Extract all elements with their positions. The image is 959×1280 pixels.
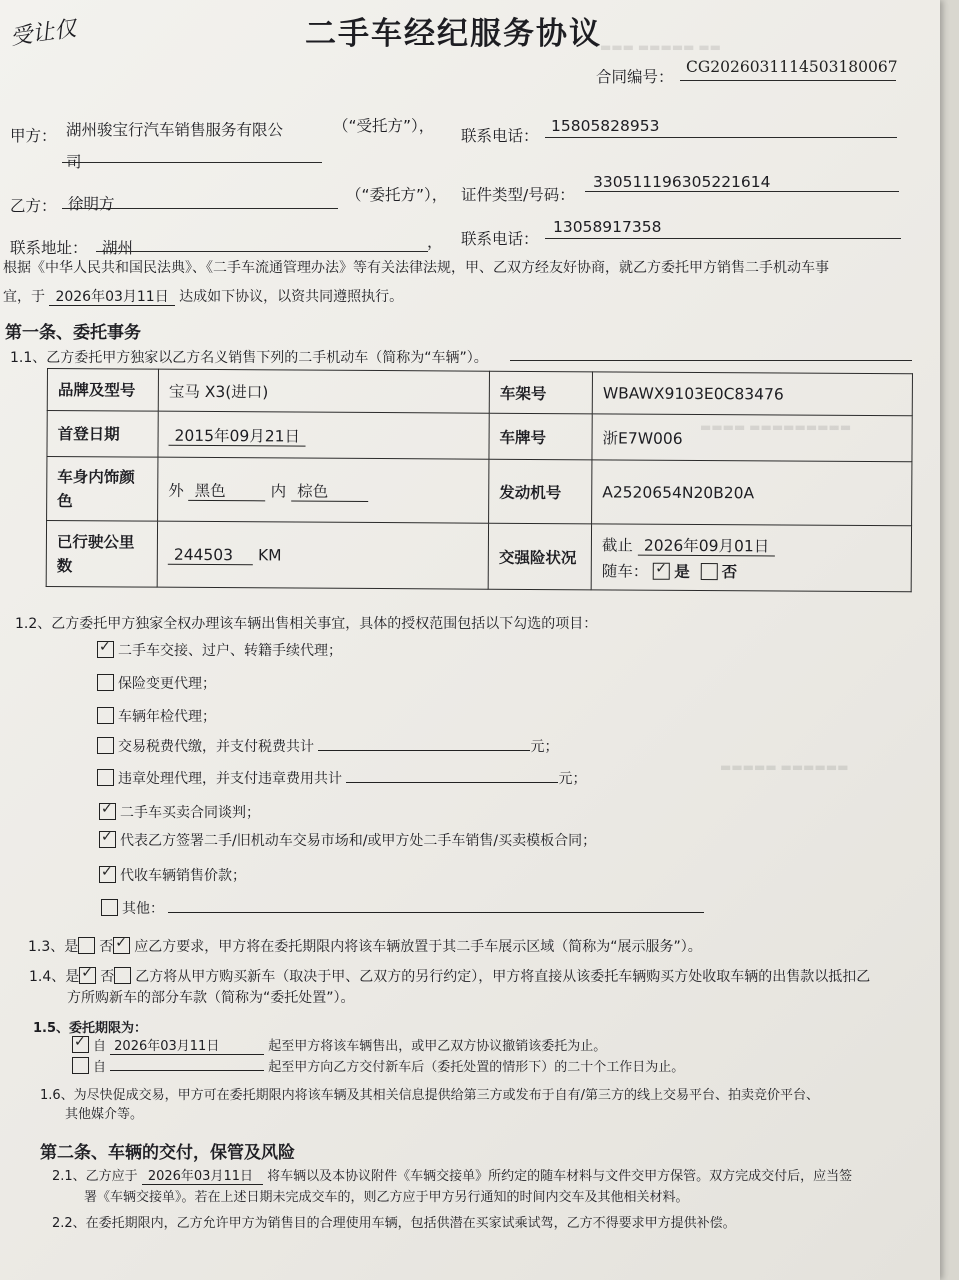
auth-item-checkbox[interactable] (97, 737, 114, 754)
intro-line-1: 根据《中华人民共和国民法典》、《二手车流通管理办法》等有关法律法规，甲、乙双方经友好协商，就乙方委托甲方销售二手机动车事 (3, 260, 829, 276)
insurance-label: 交强险状况 (488, 523, 591, 590)
plate-label: 车牌号 (489, 413, 592, 460)
clause-1-1: 1.1、乙方委托甲方独家以乙方名义销售下列的二手机动车（简称为“车辆”）。 (10, 350, 488, 366)
bleed-through-decoration: ▬▬▬▬ ▬▬▬▬▬▬▬▬▬ (700, 420, 852, 434)
clause-2-1: 2.1、乙方应于 2026年03月11日 将车辆以及本协议附件《车辆交接单》所约定的随车材料与文件交甲方保管。双方完成交付后，应当签 (52, 1169, 853, 1184)
clause-1-3: 1.3、是 否✓ 应乙方要求，甲方将在委托期限内将该车辆放置于其二手车展示区域（简称为“展示服务”）。 (28, 936, 702, 956)
other-blank[interactable] (168, 912, 704, 913)
party-b-label: 乙方： (10, 197, 57, 215)
vin-label: 车架号 (489, 371, 592, 414)
purchase-yes-checkbox[interactable] (79, 967, 96, 984)
engine-label: 发动机号 (489, 459, 592, 524)
bleed-through-decoration: ▬▬▬▬▬ ▬▬▬▬▬▬ (720, 760, 849, 774)
auth-item: 交易税费代缴，并支付税费共计 元； (97, 736, 558, 756)
intro-date: 2026年03月11日 (49, 289, 174, 306)
contract-no-label: 合同编号： (596, 68, 674, 86)
article-2-title: 第二条、车辆的交付，保管及风险 (40, 1143, 295, 1163)
auth-item: 保险变更代理； (97, 673, 216, 693)
auth-item-checkbox[interactable] (97, 707, 114, 724)
color-cell: 外 黑色 内 棕色 (158, 457, 489, 523)
party-b-role: （“委托方”）， (346, 186, 448, 204)
auth-item: ✓代表乙方签署二手/旧机动车交易市场和/或甲方处二手车销售/买卖模板合同； (99, 830, 596, 850)
clause-1-6-line2: 其他媒介等。 (65, 1107, 144, 1122)
first-reg-value: 2015年09月21日 (169, 426, 307, 446)
party-b-underline (62, 208, 338, 209)
party-a-role: （“受托方”）， (333, 117, 435, 135)
interior-color: 棕色 (291, 482, 368, 501)
delivery-date: 2026年03月11日 (142, 1169, 263, 1185)
contract-no-underline (680, 80, 896, 81)
party-b-name: 徐明方 (68, 195, 115, 213)
term-option-b: 自 起至甲方向乙方交付新车后（委托处置的情形下）的二十个工作日为止。 (72, 1056, 684, 1075)
auth-item-checkbox[interactable] (97, 641, 114, 658)
clause-2-1-line2: 署《车辆交接单》。若在上述日期未完成交车的，则乙方应于甲方另行通知的时间内交车及其他相关材料。 (84, 1190, 689, 1205)
mileage-label: 已行驶公里数 (46, 521, 157, 588)
party-b-phone-underline (545, 238, 901, 239)
with-car-yes-checkbox[interactable] (653, 562, 670, 579)
vin-value: WBAWX9103E0C83476 (592, 372, 912, 416)
engine-value: A2520654N20B20A (592, 460, 912, 526)
auth-item-checkbox[interactable] (97, 674, 114, 691)
table-top-rule (510, 360, 912, 361)
party-b-address: 湖州 (102, 239, 134, 257)
term-a-checkbox[interactable] (72, 1036, 89, 1053)
plate-value: 浙E7W006 (592, 414, 912, 462)
party-b-address-underline (96, 251, 428, 252)
party-b-id-label: 证件类型/号码： (461, 186, 575, 204)
handwritten-note: 受让仅 (8, 16, 78, 51)
party-a-name-line1: 湖州骏宝行汽车销售服务有限公 (66, 121, 284, 139)
brand-value: 宝马 X3(进口) (158, 369, 489, 413)
auth-item: ✓代收车辆销售价款； (99, 865, 246, 885)
party-b-id: 330511196305221614 (593, 173, 771, 191)
party-a-name-line2: 司 (66, 153, 82, 171)
party-b-address-label: 联系地址： (10, 239, 88, 257)
party-a-phone-label: 联系电话： (461, 127, 539, 145)
contract-no-value: CG2026031114503180067 (686, 58, 898, 76)
clause-1-6-line1: 1.6、为尽快促成交易，甲方可在委托期限内将该车辆及其相关信息提供给第三方或发布于自有/第三方的线上交易平台、拍卖竞价平台、 (40, 1088, 820, 1103)
auth-item-checkbox[interactable] (97, 769, 114, 786)
term-start-date: 2026年03月11日 (110, 1035, 264, 1055)
purchase-no-checkbox[interactable] (114, 967, 131, 984)
display-yes-checkbox[interactable] (78, 937, 95, 954)
insurance-cell: 截止 2026年09月01日 随车： ✓ 是 否 (591, 524, 911, 592)
color-label: 车身内饰颜色 (47, 457, 158, 522)
auth-item: 其他： (101, 898, 704, 918)
with-car-no-checkbox[interactable] (701, 562, 718, 579)
mileage-cell: 244503 KM (157, 521, 488, 589)
clause-1-5-title: 1.5、委托期限为： (33, 1021, 148, 1036)
party-b-id-underline (585, 191, 899, 192)
party-a-label: 甲方： (10, 127, 57, 145)
tax-amount-blank[interactable] (318, 750, 530, 751)
clause-1-4-line2: 方所购新车的部分车款（简称为“委托处置”）。 (67, 990, 355, 1006)
vehicle-info-table (46, 368, 913, 592)
party-a-phone: 15805828953 (551, 117, 660, 135)
party-b-phone: 13058917358 (553, 218, 662, 236)
auth-item-checkbox[interactable] (99, 866, 116, 883)
term-option-a: ✓自 2026年03月11日 起至甲方将该车辆售出，或甲乙双方协议撤销该委托为止。 (72, 1035, 606, 1055)
mileage-value: 244503 (168, 545, 253, 565)
auth-item-checkbox[interactable] (99, 831, 116, 848)
exterior-color: 黑色 (189, 481, 266, 500)
term-b-blank[interactable] (110, 1070, 264, 1071)
insurance-until: 2026年09月01日 (638, 536, 776, 556)
violation-amount-blank[interactable] (346, 782, 558, 783)
first-reg-label: 首登日期 (47, 411, 158, 458)
auth-item: 违章处理代理，并支付违章费用共计 元； (97, 768, 586, 788)
auth-item-checkbox[interactable] (101, 899, 118, 916)
clause-2-2: 2.2、在委托期限内，乙方允许甲方为销售目的合理使用车辆，包括供潜在买家试乘试驾，乙方不得要求甲方提供补偿。 (52, 1216, 736, 1231)
clause-1-2: 1.2、乙方委托甲方独家全权办理该车辆出售相关事宜，具体的授权范围包括以下勾选的项目： (15, 616, 598, 632)
party-a-phone-underline (545, 137, 897, 138)
display-no-checkbox[interactable] (113, 937, 130, 954)
intro-line-2: 宜，于 2026年03月11日 达成如下协议，以资共同遵照执行。 (3, 289, 404, 305)
auth-item: ✓二手车交接、过户、转籍手续代理； (97, 640, 342, 660)
document-title: 二手车经纪服务协议 (305, 16, 602, 52)
party-b-address-comma: ， (427, 233, 443, 251)
article-1-title: 第一条、委托事务 (5, 323, 141, 343)
party-a-underline (62, 162, 322, 163)
auth-item: ✓二手车买卖合同谈判； (99, 802, 260, 822)
auth-item: 车辆年检代理； (97, 706, 216, 726)
clause-1-4: 1.4、是✓ 否 乙方将从甲方购买新车（取决于甲、乙双方的另行约定），甲方将直接从该委托车辆购买方处收取车辆的出售款以抵扣乙 (29, 966, 870, 986)
brand-label: 品牌及型号 (47, 369, 158, 412)
term-b-checkbox[interactable] (72, 1057, 89, 1074)
party-b-phone-label: 联系电话： (461, 230, 539, 248)
bleed-through-decoration: ▬▬▬ ▬▬▬▬▬ ▬▬ (600, 40, 722, 54)
auth-item-checkbox[interactable] (99, 803, 116, 820)
